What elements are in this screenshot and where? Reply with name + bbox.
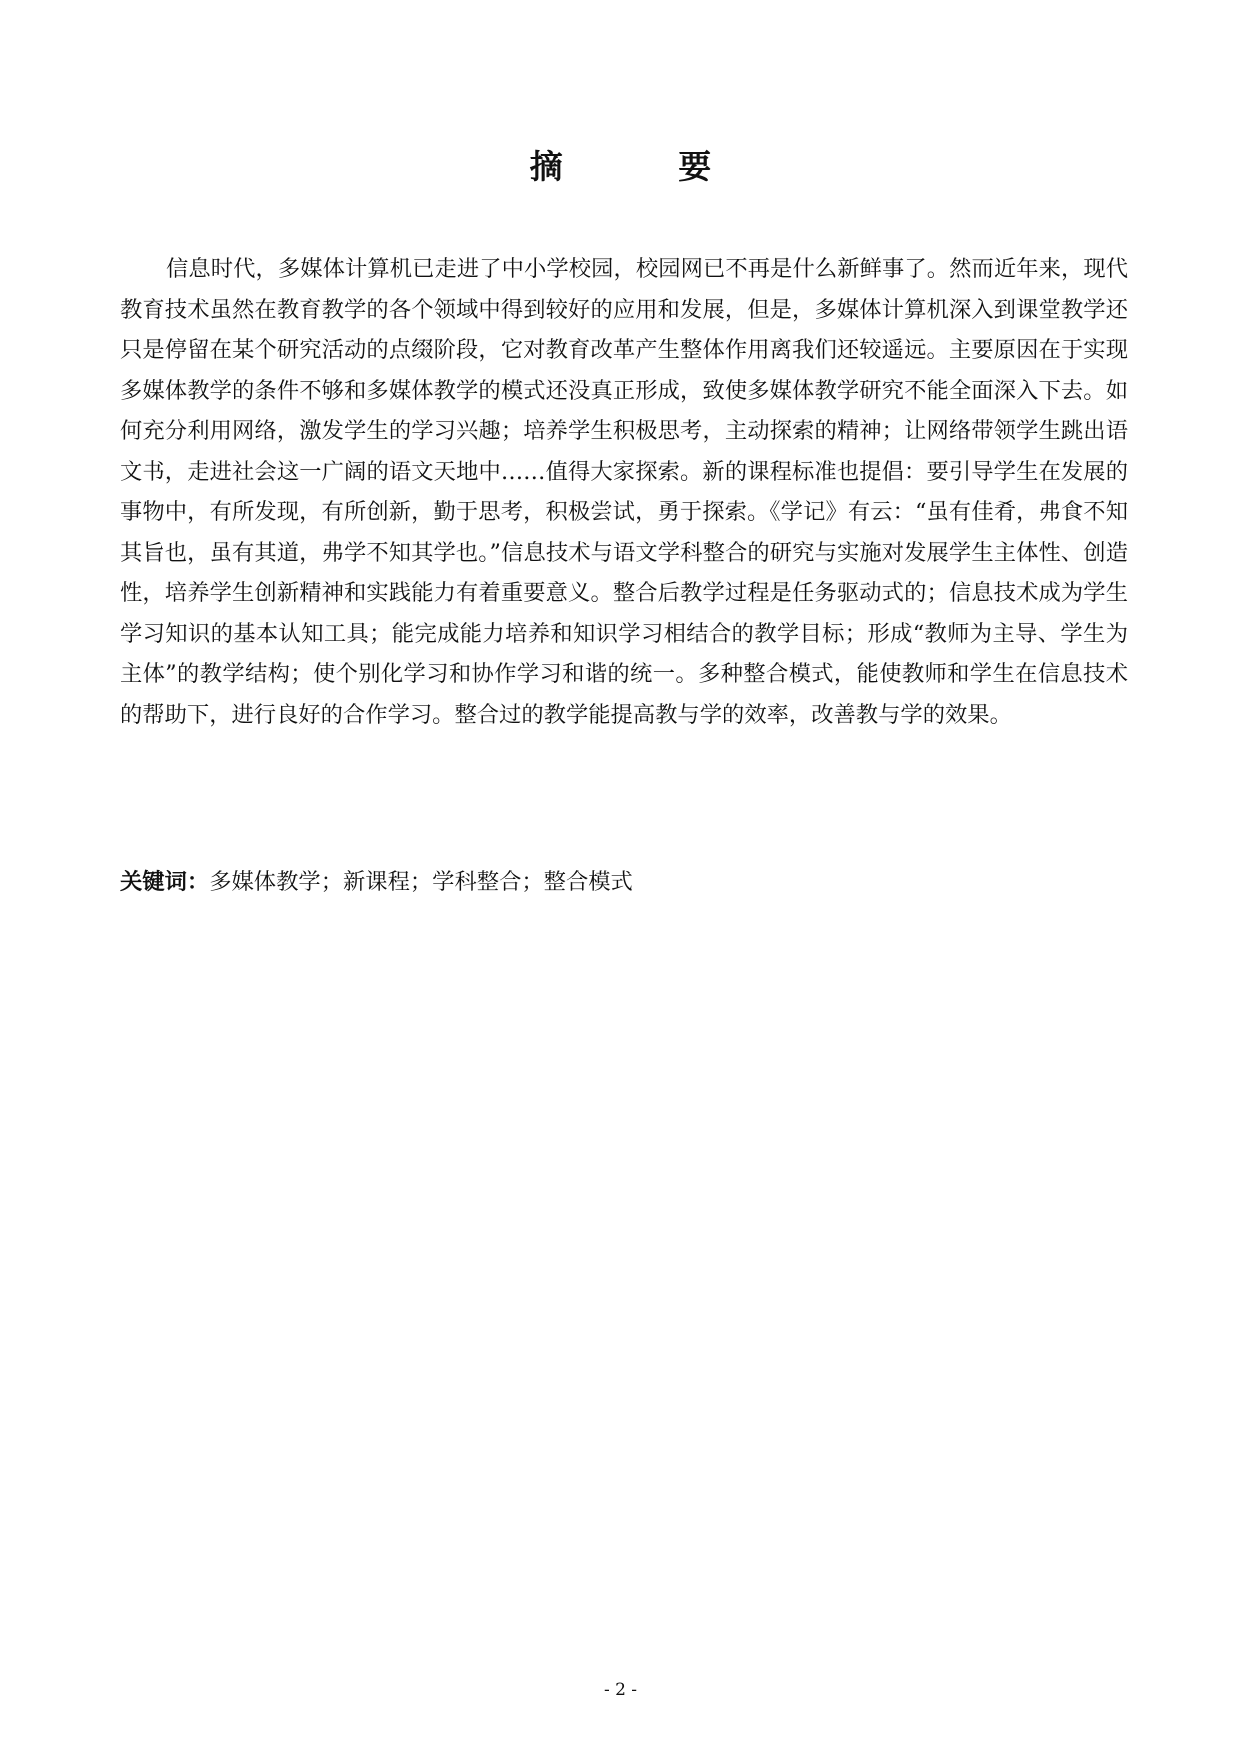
keywords-label: 关键词： — [120, 869, 210, 895]
abstract-paragraph: 信息时代，多媒体计算机已走进了中小学校园，校园网已不再是什么新鲜事了。然而近年来，现代教育技术虽然在教育教学的各个领域中得到较好的应用和发展，但是，多媒体计算机深入到课堂教学还只是停留在某个研究活动的点缀阶段，它对教育改革产生整体作用离我们还较遥远。主要原因在于实现多媒体教学的条件不够和多媒体教学的模式还没真正形成，致使多媒体教学研究不能全面深入下去。如何充分利用网络，激发学生的学习兴趣；培养学生积极思考，主动探索的精神；让网络带领学生跳出语文书，走进社会这一广阔的语文天地中……值得大家探索。新的课程标准也提倡：要引导学生在发展的事物中，有所发现，有所创新，勤于思考，积极尝试，勇于探索。《学记》有云：“虽有佳肴，弗食不知其旨也，虽有其道，弗学不知其学也。”信息技术与语文学科整合的研究与实施对发展学生主体性、创造性，培养学生创新精神和实践能力有着重要意义。整合后教学过程是任务驱动式的；信息技术成为学生学习知识的基本认知工具；能完成能力培养和知识学习相结合的教学目标；形成“教师为主导、学生为主体”的教学结构；使个别化学习和协作学习和谐的统一。多种整合模式，能使教师和学生在信息技术的帮助下，进行良好的合作学习。整合过的教学能提高教与学的效率，改善教与学的效果。 — [120, 256, 1128, 728]
keywords-line — [120, 862, 1128, 902]
keywords-list: 多媒体教学；新课程；学科整合；整合模式 — [209, 869, 633, 895]
page-title: 摘 要 — [529, 147, 764, 186]
page-number: - 2 - — [603, 1680, 638, 1700]
